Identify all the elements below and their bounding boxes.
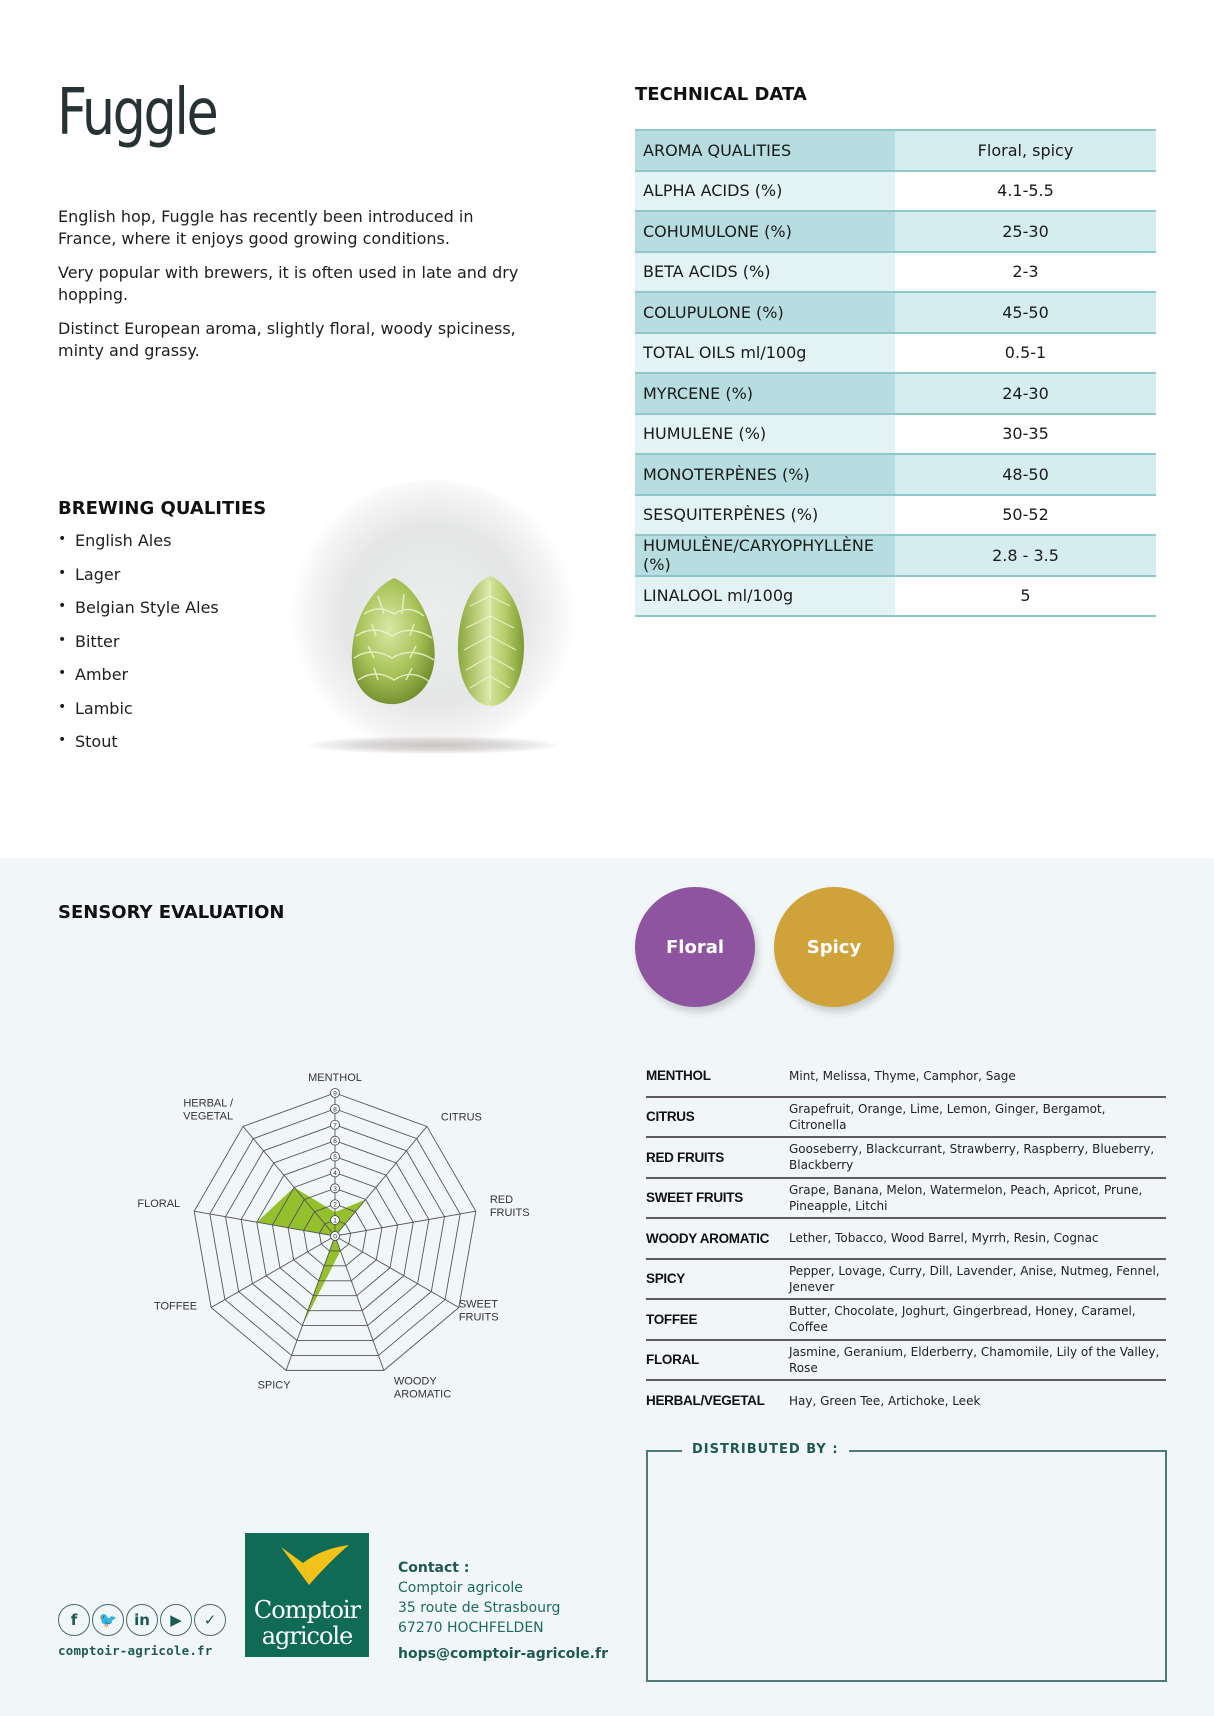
technical-data-row	[635, 211, 1156, 252]
technical-data-label: HUMULÈNE/CARYOPHYLLÈNE (%)	[635, 535, 895, 576]
distributed-by-label: DISTRIBUTED BY :	[682, 1442, 849, 1457]
intro-paragraph: English hop, Fuggle has recently been introduced in France, where it enjoys good growing conditions.	[58, 207, 474, 248]
radar-tick-label: 9	[333, 1090, 337, 1098]
technical-data-value: 2.8 - 3.5	[895, 535, 1156, 576]
aroma-descriptors: Lether, Tobacco, Wood Barrel, Myrrh, Resin, Cognac	[789, 1231, 1099, 1246]
radar-tick-label: 3	[333, 1185, 337, 1193]
radar-axis-label: AROMATIC	[393, 1388, 452, 1401]
technical-data-label: MONOTERPÈNES (%)	[635, 454, 895, 495]
technical-data-value: Floral, spicy	[895, 130, 1156, 171]
comptoir-agricole-logo	[245, 1533, 369, 1657]
aroma-row	[646, 1259, 1166, 1300]
brewing-qualities-title: BREWING QUALITIES	[58, 498, 267, 519]
radar-axis-label: HERBAL /	[183, 1097, 234, 1110]
brewing-quality-item	[58, 531, 219, 565]
technical-data-row	[635, 535, 1156, 576]
radar-axis-label: WOODY	[393, 1375, 437, 1388]
technical-data-table	[635, 129, 1156, 617]
intro-paragraph: Distinct European aroma, slightly floral, woody spiciness, minty and grassy.	[58, 319, 516, 360]
technical-data-label: SESQUITERPÈNES (%)	[635, 495, 895, 536]
aroma-descriptors: Butter, Chocolate, Joghurt, Gingerbread, Honey, Caramel, Coffee	[789, 1304, 1136, 1335]
bullet-icon: •	[58, 732, 67, 748]
aroma-badge-label: Spicy	[806, 936, 862, 958]
brewing-quality-item	[58, 699, 219, 733]
brewing-quality-label: Amber	[75, 665, 129, 684]
facebook-icon[interactable]: f	[58, 1604, 90, 1636]
radar-axis-label: FRUITS	[458, 1311, 499, 1324]
radar-axis-label: SWEET	[458, 1298, 498, 1311]
aroma-category: HERBAL/VEGETAL	[646, 1393, 765, 1409]
technical-data-label: TOTAL OILS ml/100g	[635, 333, 895, 374]
bullet-icon: •	[58, 631, 67, 648]
technical-data-value: 0.5-1	[895, 333, 1156, 374]
technical-data-value: 30-35	[895, 414, 1156, 455]
logo-line-1: Comptoir	[253, 1596, 361, 1624]
brewing-quality-label: Lager	[75, 564, 121, 584]
technical-data-row	[635, 252, 1156, 293]
brewing-quality-label: Stout	[75, 732, 118, 751]
aroma-descriptors: Grapefruit, Orange, Lime, Lemon, Ginger, Bergamot, Citronella	[789, 1101, 1106, 1132]
technical-data-row	[635, 454, 1156, 495]
technical-data-row	[635, 576, 1156, 617]
radar-tick-label: 2	[333, 1201, 337, 1209]
product-sheet-bottom	[0, 858, 1214, 1716]
aroma-badge-label: Floral	[665, 936, 725, 958]
aroma-descriptors: Pepper, Lovage, Curry, Dill, Lavender, Anise, Nutmeg, Fennel, Jenever	[789, 1263, 1160, 1294]
radar-axis-line	[333, 1233, 459, 1308]
distributed-by-box	[646, 1442, 1167, 1682]
radar-tick-label: 0	[333, 1233, 337, 1241]
brewing-quality-item	[58, 632, 219, 666]
technical-data-label: AROMA QUALITIES	[635, 130, 895, 171]
technical-data-value: 48-50	[895, 454, 1156, 495]
page-title: Fuggle	[57, 76, 217, 150]
brewing-quality-label: English Ales	[75, 531, 172, 550]
bullet-icon: •	[58, 531, 67, 547]
radar-axis-line	[335, 1126, 427, 1236]
technical-data-value: 25-30	[895, 211, 1156, 252]
aroma-descriptors-table	[646, 1056, 1166, 1421]
hop-cones-image	[278, 480, 594, 770]
aroma-row	[646, 1299, 1166, 1340]
technical-data-value: 45-50	[895, 292, 1156, 333]
radar-axis-label: SPICY	[257, 1379, 291, 1392]
radar-axis-label: FLORAL	[137, 1198, 181, 1211]
technical-data-row	[635, 414, 1156, 455]
technical-data-title: TECHNICAL DATA	[635, 84, 807, 105]
youtube-icon[interactable]: ▶	[160, 1604, 192, 1636]
aroma-category: RED FRUITS	[646, 1149, 725, 1165]
radar-tick-label: 8	[333, 1106, 337, 1114]
technical-data-label: BETA ACIDS (%)	[635, 252, 895, 293]
radar-axis-label: TOFFEE	[153, 1300, 198, 1313]
technical-data-label: COLUPULONE (%)	[635, 292, 895, 333]
technical-data-row	[635, 171, 1156, 212]
hop-cone-whole-icon	[344, 574, 442, 708]
hop-cone-cut-icon	[452, 572, 530, 710]
logo-line-2: agricole	[261, 1622, 353, 1650]
image-shadow	[308, 736, 558, 754]
aroma-descriptors: Gooseberry, Blackcurrant, Strawberry, Raspberry, Blueberry, Blackberry	[789, 1142, 1155, 1173]
social-links	[58, 1604, 226, 1636]
aroma-descriptors: Grape, Banana, Melon, Watermelon, Peach, Apricot, Prune, Pineapple, Litchi	[789, 1182, 1143, 1213]
linkedin-icon[interactable]: in	[126, 1604, 158, 1636]
aroma-category: SPICY	[646, 1271, 686, 1287]
aroma-category: CITRUS	[646, 1109, 695, 1125]
brewing-quality-label: Lambic	[75, 698, 133, 718]
technical-data-row	[635, 495, 1156, 536]
technical-data-label: ALPHA ACIDS (%)	[635, 171, 895, 212]
twitter-icon[interactable]: 🐦	[92, 1604, 124, 1636]
contact-block	[398, 1558, 608, 1664]
contact-email[interactable]: hops@comptoir-agricole.fr	[398, 1646, 608, 1662]
contact-name: Comptoir agricole	[398, 1580, 523, 1596]
aroma-category: WOODY AROMATIC	[646, 1230, 770, 1246]
technical-data-value: 5	[895, 576, 1156, 617]
technical-data-value: 4.1-5.5	[895, 171, 1156, 212]
radar-tick-label: 1	[333, 1217, 337, 1225]
radar-axis-label: FRUITS	[489, 1207, 530, 1220]
check-wing-icon	[245, 1533, 369, 1597]
brewing-quality-item	[58, 665, 219, 699]
brewing-quality-item	[58, 565, 219, 599]
radar-axis-line	[335, 1211, 476, 1236]
intro-text	[58, 206, 528, 374]
technical-data-row	[635, 292, 1156, 333]
sensory-radar-chart	[120, 1055, 560, 1425]
radar-axis-label: VEGETAL	[183, 1110, 234, 1123]
brewing-quality-label: Bitter	[75, 631, 120, 651]
aroma-descriptors: Hay, Green Tee, Artichoke, Leek	[789, 1393, 981, 1408]
radar-axis-label: RED	[489, 1194, 514, 1207]
radar-tick-label: 7	[333, 1122, 337, 1130]
technical-data-value: 24-30	[895, 373, 1156, 414]
sensory-evaluation-title: SENSORY EVALUATION	[58, 902, 285, 923]
technical-data-label: HUMULENE (%)	[635, 414, 895, 455]
aroma-row	[646, 1340, 1166, 1381]
intro-paragraph: Very popular with brewers, it is often used in late and dry hopping.	[58, 263, 519, 304]
technical-data-row	[635, 333, 1156, 374]
brewing-quality-item	[58, 732, 219, 766]
technical-data-row	[635, 373, 1156, 414]
brewing-quality-item	[58, 598, 219, 632]
aroma-category: MENTHOL	[646, 1068, 711, 1084]
bullet-icon: •	[58, 564, 67, 581]
bullet-icon: •	[58, 698, 67, 715]
aroma-row	[646, 1178, 1166, 1219]
technical-data-label: MYRCENE (%)	[635, 373, 895, 414]
aroma-badge-spicy	[774, 887, 894, 1007]
radar-tick-label: 5	[333, 1154, 337, 1162]
technical-data-row	[635, 130, 1156, 171]
radar-axis-label: CITRUS	[440, 1111, 482, 1124]
aroma-category: TOFFEE	[646, 1311, 698, 1327]
comptoir-icon[interactable]: ✓	[194, 1604, 226, 1636]
aroma-descriptors: Mint, Melissa, Thyme, Camphor, Sage	[789, 1068, 1016, 1083]
contact-city: 67270 HOCHFELDEN	[398, 1620, 544, 1636]
brewing-qualities-list	[58, 531, 219, 766]
aroma-descriptors: Jasmine, Geranium, Elderberry, Chamomile, Lily of the Valley, Rose	[789, 1344, 1160, 1375]
aroma-category: SWEET FRUITS	[646, 1190, 743, 1206]
technical-data-label: LINALOOL ml/100g	[635, 576, 895, 617]
aroma-badge-floral	[635, 887, 755, 1007]
aroma-row	[646, 1218, 1166, 1259]
technical-data-value: 50-52	[895, 495, 1156, 536]
radar-axis-label: MENTHOL	[308, 1072, 362, 1084]
aroma-row	[646, 1380, 1166, 1421]
bullet-icon: •	[58, 665, 67, 681]
radar-tick-label: 6	[333, 1138, 337, 1146]
aroma-row	[646, 1056, 1166, 1097]
bullet-icon: •	[58, 598, 67, 614]
aroma-row	[646, 1137, 1166, 1178]
contact-street: 35 route de Strasbourg	[398, 1600, 561, 1616]
technical-data-label: COHUMULONE (%)	[635, 211, 895, 252]
technical-data-value: 2-3	[895, 252, 1156, 293]
aroma-row	[646, 1097, 1166, 1138]
contact-title: Contact :	[398, 1560, 470, 1576]
brewing-quality-label: Belgian Style Ales	[75, 598, 219, 617]
aroma-category: FLORAL	[646, 1352, 699, 1368]
radar-tick-label: 4	[333, 1169, 337, 1177]
website-link[interactable]: comptoir-agricole.fr	[58, 1643, 213, 1658]
